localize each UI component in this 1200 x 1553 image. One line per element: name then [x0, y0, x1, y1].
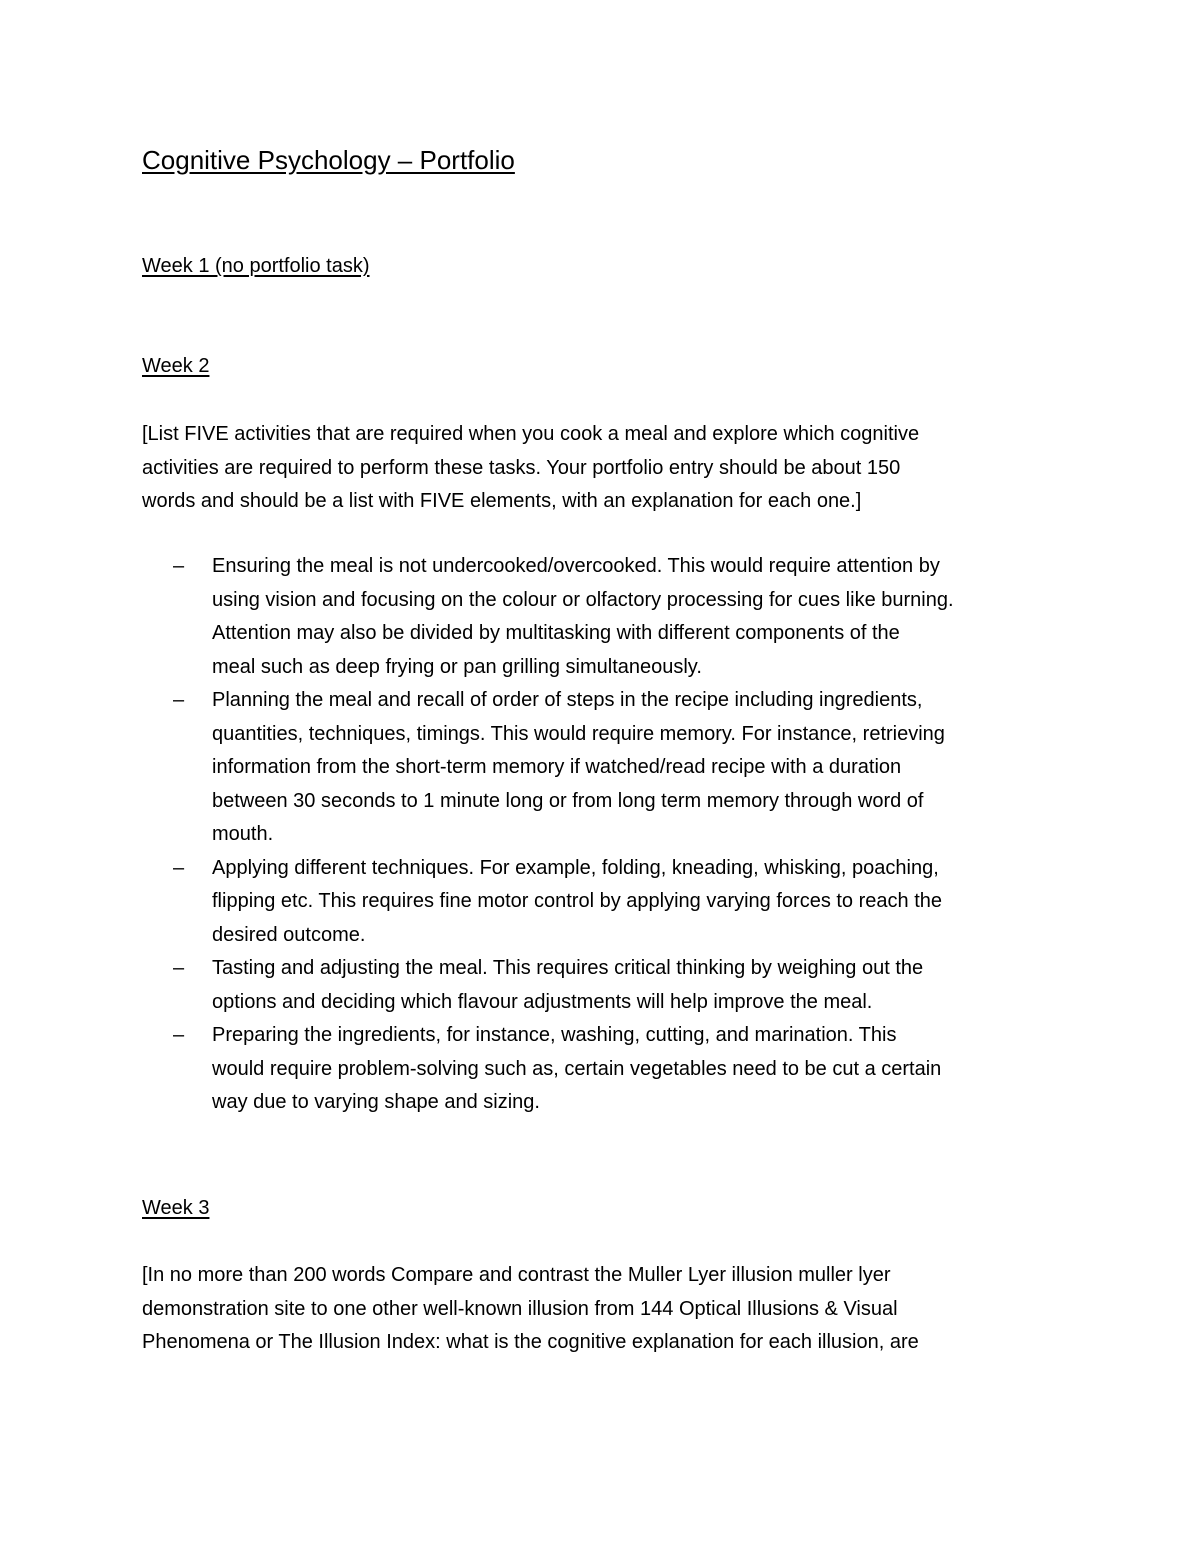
bullet-dash: – — [173, 689, 185, 711]
week-3-heading: Week 3 — [142, 1197, 210, 1219]
prompt-line: Phenomena or The Illusion Index: what is the cognitive explanation for each illusion, are — [142, 1331, 919, 1353]
week-2-activity-list — [142, 550, 1072, 1120]
list-item-line: meal such as deep frying or pan grilling simultaneously. — [212, 655, 702, 678]
prompt-line: activities are required to perform these tasks. Your portfolio entry should be about 150 — [142, 456, 901, 479]
list-item-line: information from the short-term memory if watched/read recipe with a duration — [212, 756, 902, 778]
list-item — [142, 550, 1072, 684]
list-item-line: using vision and focusing on the colour or olfactory processing for cues like burning. — [212, 588, 954, 611]
bullet-dash: – — [173, 856, 185, 879]
week-2-heading: Week 2 — [142, 355, 210, 377]
week-2-prompt — [142, 418, 1052, 519]
bullet-dash: – — [173, 1024, 185, 1046]
list-item-line: Tasting and adjusting the meal. This requires critical thinking by weighing out the — [212, 957, 924, 979]
week-1-heading: Week 1 (no portfolio task) — [142, 255, 370, 277]
prompt-line: words and should be a list with FIVE elements, with an explanation for each one.] — [142, 490, 862, 512]
list-item — [142, 952, 1072, 1019]
prompt-line: [In no more than 200 words Compare and contrast the Muller Lyer illusion muller lyer — [142, 1264, 891, 1286]
prompt-line: [List FIVE activities that are required when you cook a meal and explore which cognitive — [142, 423, 920, 445]
list-item — [142, 852, 1072, 953]
list-item — [142, 1019, 1072, 1120]
list-item-line: Preparing the ingredients, for instance, washing, cutting, and marination. This — [212, 1024, 897, 1046]
list-item-line: Planning the meal and recall of order of steps in the recipe including ingredients, — [212, 689, 923, 711]
prompt-line: demonstration site to one other well-known illusion from 144 Optical Illusions & Visual — [142, 1297, 898, 1320]
list-item-line: mouth. — [212, 823, 274, 845]
list-item-line: Attention may also be divided by multitasking with different components of the — [212, 622, 900, 644]
list-item-line: options and deciding which flavour adjustments will help improve the meal. — [212, 990, 873, 1013]
list-item-line: desired outcome. — [212, 923, 366, 946]
week-3-prompt — [142, 1259, 1052, 1360]
list-item-line: would require problem-solving such as, certain vegetables need to be cut a certain — [212, 1057, 942, 1080]
list-item-line: way due to varying shape and sizing. — [212, 1091, 540, 1113]
list-item-line: quantities, techniques, timings. This would require memory. For instance, retrieving — [212, 722, 945, 745]
document-title: Cognitive Psychology – Portfolio — [142, 145, 515, 175]
list-item — [142, 684, 1072, 852]
bullet-dash: – — [173, 555, 185, 577]
list-item-line: Applying different techniques. For example, folding, kneading, whisking, poaching, — [212, 856, 939, 879]
list-item-line: between 30 seconds to 1 minute long or from long term memory through word of — [212, 789, 924, 812]
list-item-line: flipping etc. This requires fine motor control by applying varying forces to reach the — [212, 890, 942, 912]
bullet-dash: – — [173, 957, 185, 979]
list-item-line: Ensuring the meal is not undercooked/overcooked. This would require attention by — [212, 555, 940, 577]
